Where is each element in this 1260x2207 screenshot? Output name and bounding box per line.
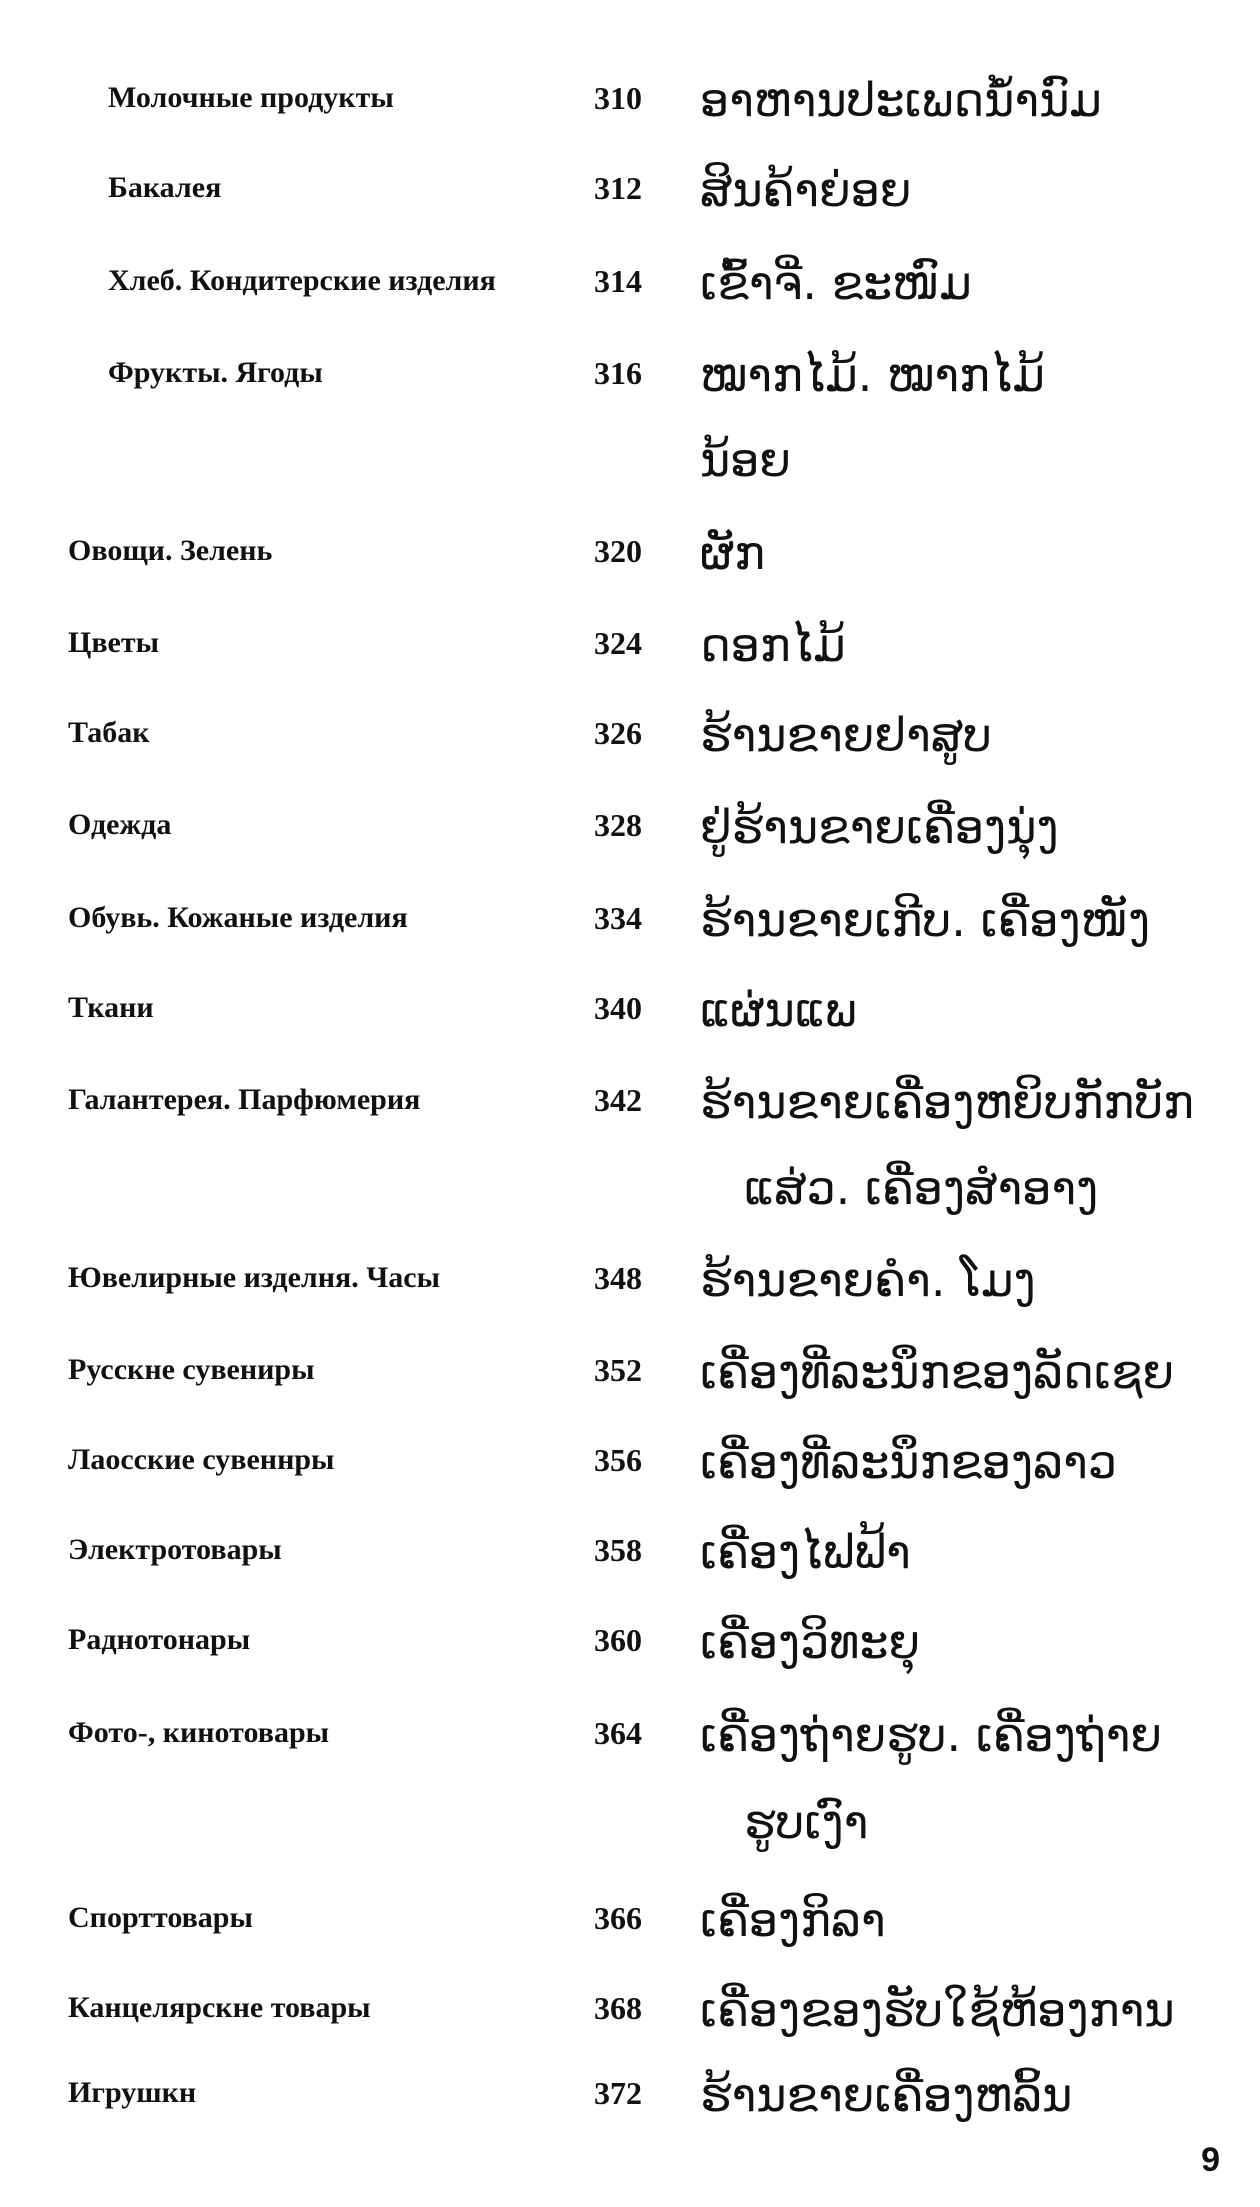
entry-title-lao: ເຂົ້າຈີ່. ຂະໜົມ xyxy=(700,256,972,310)
entry-title-russian: Лаосские сувеннры xyxy=(68,1443,335,1476)
entry-page-number: 342 xyxy=(594,1082,642,1118)
toc-entry xyxy=(0,787,1260,867)
entry-page-number: 352 xyxy=(594,1352,642,1388)
toc-entry xyxy=(0,1512,1260,1592)
toc-entry-continuation xyxy=(0,1148,1260,1228)
toc-entry xyxy=(0,970,1260,1050)
toc-entry-continuation xyxy=(0,1782,1260,1862)
toc-entry xyxy=(0,880,1260,960)
entry-title-lao: ຮ້ານຂາຍເຄື່ອງຫຍິບກັກບັກ xyxy=(700,1075,1194,1129)
entry-page-number: 324 xyxy=(594,625,642,661)
entry-title-lao: ຮ້ານຂາຍເກີບ. ເຄື່ອງໜັງ xyxy=(700,893,1151,947)
entry-title-lao: ເຄື່ອງວິທະຍຸ xyxy=(700,1615,921,1669)
entry-title-lao: ຮ້ານຂາຍຄຳ. ໂມງ xyxy=(700,1253,1036,1307)
entry-title-lao: ເຄື່ອງໄຟຟ້າ xyxy=(700,1525,911,1579)
entry-page-number: 320 xyxy=(594,533,642,569)
toc-entry xyxy=(0,1332,1260,1412)
entry-title-lao: ເຄື່ອງຂອງຮັບໃຊ້ຫ້ອງການ xyxy=(700,1983,1175,2037)
entry-title-russian: Спорттовары xyxy=(68,1901,253,1934)
entry-title-lao: ເຄື່ອງຖ່າຍຮູບ. ເຄື່ອງຖ່າຍ xyxy=(700,1708,1163,1762)
entry-page-number: 328 xyxy=(594,807,642,843)
entry-page-number: 340 xyxy=(594,990,642,1026)
entry-title-lao-continued: ນ້ອຍ xyxy=(700,433,792,487)
toc-entry-continuation xyxy=(0,420,1260,500)
entry-title-lao: ເຄື່ອງກິລາ xyxy=(700,1893,886,1947)
toc-entry xyxy=(0,695,1260,775)
entry-title-russian: Хлеб. Кондитерские изделия xyxy=(108,264,496,297)
entry-page-number: 316 xyxy=(594,355,642,391)
toc-entry xyxy=(0,335,1260,415)
toc-entry xyxy=(0,1695,1260,1775)
entry-page-number: 364 xyxy=(594,1715,642,1751)
entry-title-lao: ດອກໄມ້ xyxy=(700,618,846,672)
page-number: 9 xyxy=(1201,2141,1220,2179)
entry-page-number: 368 xyxy=(594,1990,642,2026)
entry-page-number: 366 xyxy=(594,1900,642,1936)
entry-title-lao: ຮ້ານຂາຍຢາສູບ xyxy=(700,708,992,762)
entry-page-number: 358 xyxy=(594,1532,642,1568)
entry-title-russian: Электротовары xyxy=(68,1533,282,1566)
entry-title-russian: Ювелирные изделня. Часы xyxy=(68,1261,441,1294)
entry-page-number: 312 xyxy=(594,170,642,206)
entry-title-russian: Бакалея xyxy=(108,171,222,204)
entry-title-lao: ໝາກໄມ້. ໝາກໄມ້ xyxy=(700,348,1045,402)
entry-title-lao: ແຜ່ນແພ xyxy=(700,983,857,1037)
entry-title-russian: Галантерея. Парфюмерия xyxy=(68,1083,421,1116)
entry-title-russian: Овощи. Зелень xyxy=(68,534,273,567)
entry-title-lao-continued: ແສ່ວ. ເຄື່ອງສຳອາງ xyxy=(744,1161,1099,1215)
toc-entry xyxy=(0,605,1260,685)
entry-title-russian: Фрукты. Ягоды xyxy=(108,356,323,389)
entry-title-russian: Русскне сувениры xyxy=(68,1353,315,1386)
toc-entry xyxy=(0,243,1260,323)
entry-title-lao: ຜັກ xyxy=(700,526,766,580)
toc-entry xyxy=(0,150,1260,230)
entry-title-lao: ອາຫານປະເພດນ້ຳນົມ xyxy=(700,73,1102,127)
toc-entry xyxy=(0,1422,1260,1502)
entry-title-russian: Молочные продукты xyxy=(108,81,394,114)
entry-title-russian: Игрушкн xyxy=(68,2076,197,2109)
entry-page-number: 334 xyxy=(594,900,642,936)
entry-title-russian: Канцелярскне товары xyxy=(68,1991,371,2024)
entry-title-lao: ເຄື່ອງທີ່ລະນຶກຂອງລາວ xyxy=(700,1435,1117,1489)
entry-page-number: 372 xyxy=(594,2075,642,2111)
entry-page-number: 326 xyxy=(594,715,642,751)
toc-entry xyxy=(0,60,1260,140)
entry-title-russian: Обувь. Кожаные изделия xyxy=(68,901,408,934)
toc-entry xyxy=(0,1062,1260,1142)
entry-page-number: 360 xyxy=(594,1622,642,1658)
entry-title-lao: ຢູ່ຮ້ານຂາຍເຄື່ອງນຸ່ງ xyxy=(700,800,1059,854)
toc-entry xyxy=(0,513,1260,593)
entry-title-lao: ເຄື່ອງທີ່ລະນຶກຂອງລັດເຊຍ xyxy=(700,1345,1175,1399)
entry-page-number: 310 xyxy=(594,80,642,116)
entry-title-russian: Фото-, кинотовары xyxy=(68,1716,330,1749)
entry-title-russian: Табак xyxy=(68,716,150,749)
toc-entry xyxy=(0,2055,1260,2135)
entry-page-number: 356 xyxy=(594,1442,642,1478)
entry-title-russian: Одежда xyxy=(68,808,172,841)
toc-entry xyxy=(0,1970,1260,2050)
toc-entry xyxy=(0,1880,1260,1960)
entry-title-russian: Раднотонары xyxy=(68,1623,251,1656)
entry-page-number: 314 xyxy=(594,263,642,299)
entry-title-lao-continued: ຮູບເງົາ xyxy=(744,1795,869,1849)
entry-title-russian: Ткани xyxy=(68,991,154,1024)
entry-title-lao: ສິນຄ້າຍ່ອຍ xyxy=(700,163,912,217)
entry-title-russian: Цветы xyxy=(68,626,160,659)
entry-page-number: 348 xyxy=(594,1260,642,1296)
entry-title-lao: ຮ້ານຂາຍເຄື່ອງຫລິ້ນ xyxy=(700,2068,1073,2122)
toc-entry xyxy=(0,1602,1260,1682)
toc-entry xyxy=(0,1240,1260,1320)
